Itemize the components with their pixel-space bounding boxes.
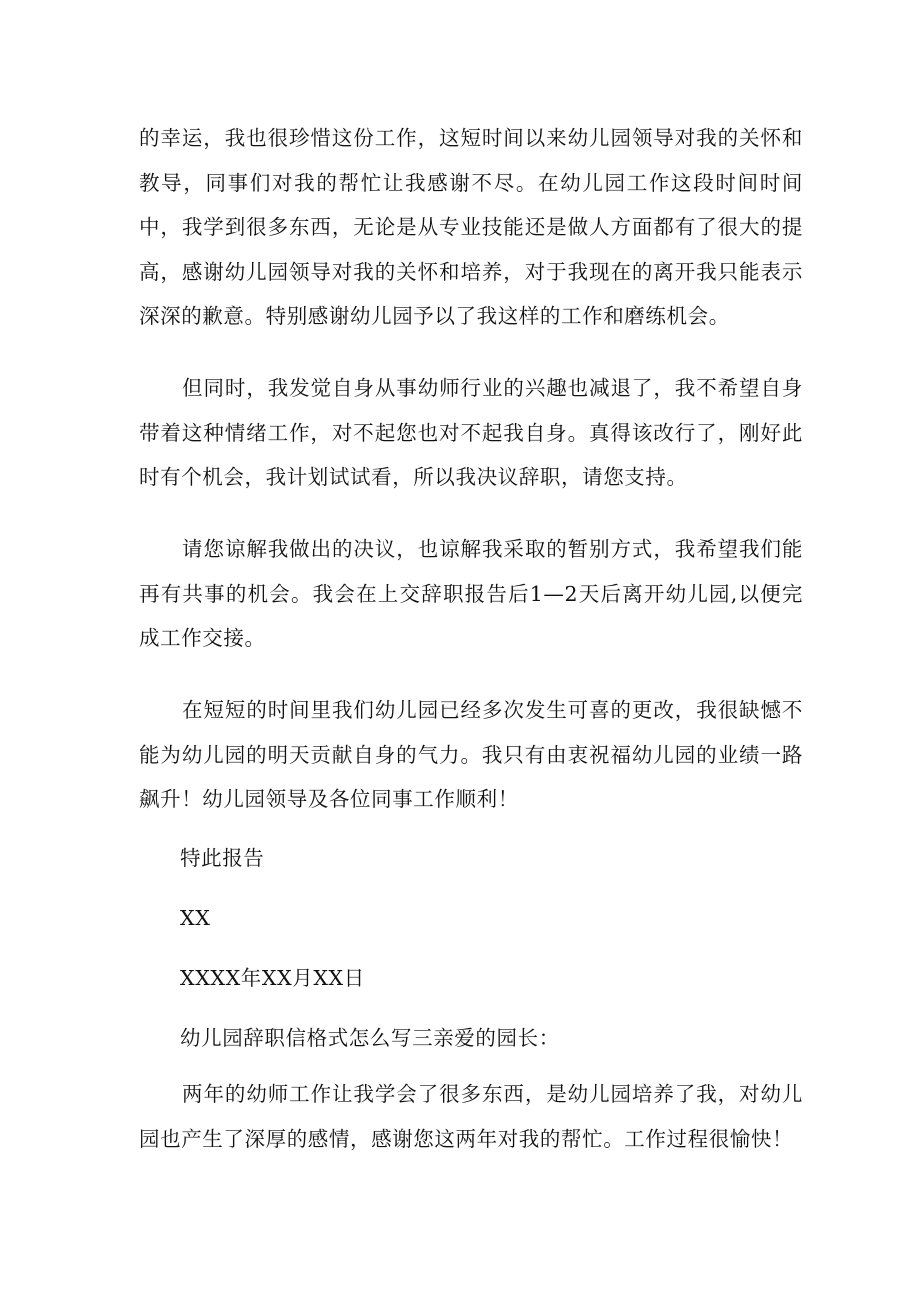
signature-date: XXXX年XX月XX日 bbox=[180, 966, 365, 990]
closing-text: 特此报告 bbox=[180, 846, 265, 870]
paragraph-next-letter: 两年的幼师工作让我学会了很多东西，是幼儿园培养了我，对幼儿园也产生了深厚的感情，感谢您这两年对我的帮忙。工作过程很愉快！ bbox=[139, 1082, 803, 1151]
signature-name: XX bbox=[180, 906, 211, 930]
paragraph-gratitude: 的幸运，我也很珍惜这份工作，这短时间以来幼儿园领导对我的关怀和教导，同事们对我的帮忙让我感谢不尽。在幼儿园工作这段时间时间中，我学到很多东西，无论是从专业技能还是做人方面都有了很大的提高，感谢幼儿园领导对我的关怀和培养，对于我现在的离开我只能表示深深的歉意。特别感谢幼儿园予以了我这样的工作和磨练机会。 bbox=[139, 126, 803, 328]
paragraph-reason: 但同时，我发觉自身从事幼师行业的兴趣也减退了，我不希望自身带着这种情绪工作，对不起您也对不起我自身。真得该改行了，刚好此时有个机会，我计划试试看，所以我决议辞职，请您支持。 bbox=[139, 376, 803, 489]
section-title: 幼儿园辞职信格式怎么写三亲爱的园长： bbox=[180, 1026, 560, 1050]
paragraph-wishes: 在短短的时间里我们幼儿园已经多次发生可喜的更改，我很缺憾不能为幼儿园的明天贡献自身的气力。我只有由衷祝福幼儿园的业绩一路飙升！幼儿园领导及各位同事工作顺利！ bbox=[139, 698, 803, 811]
paragraph-apology: 请您谅解我做出的决议，也谅解我采取的暂别方式，我希望我们能再有共事的机会。我会在上交辞职报告后1—2天后离开幼儿园,以便完成工作交接。 bbox=[139, 537, 803, 650]
